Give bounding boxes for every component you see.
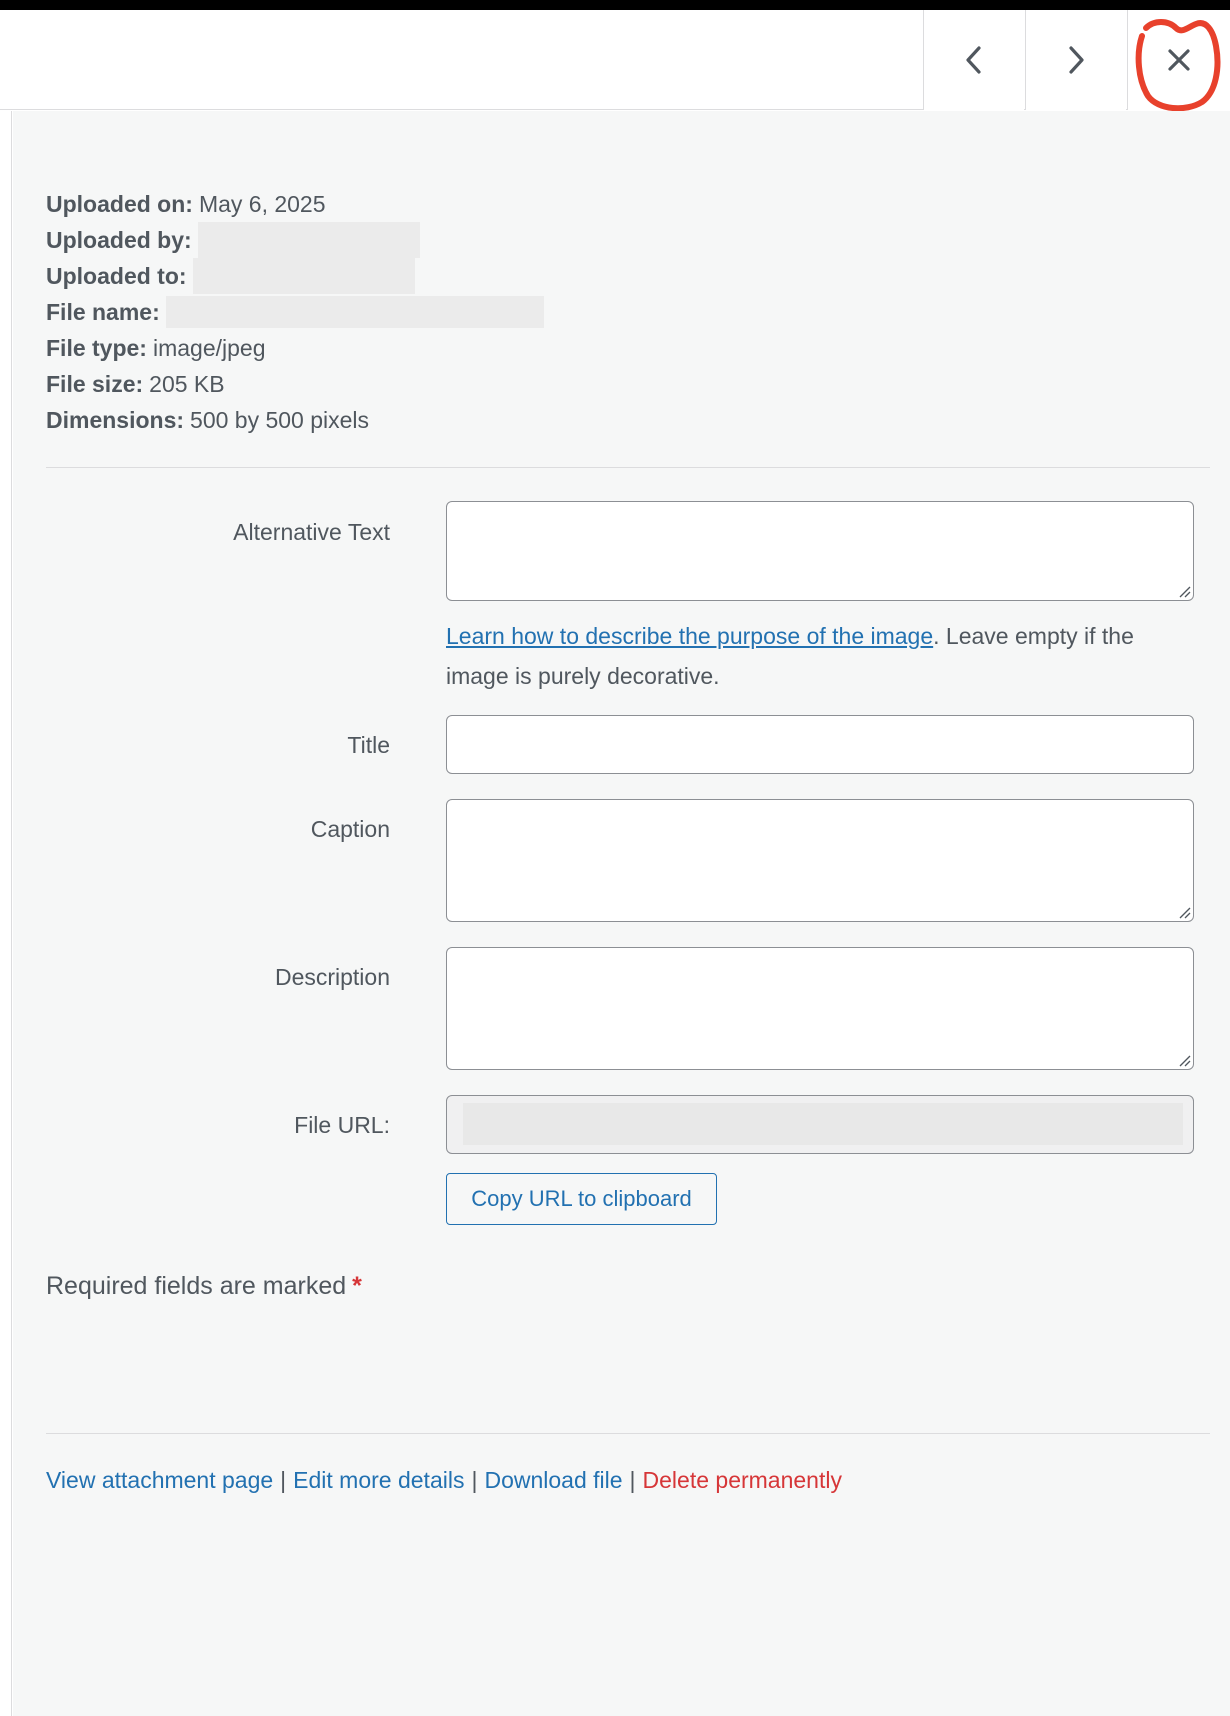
title-label: Title: [347, 732, 390, 758]
alt-text-textarea[interactable]: [446, 501, 1194, 601]
close-modal-button[interactable]: [1127, 10, 1230, 110]
alt-text-help-link[interactable]: Learn how to describe the purpose of the image: [446, 623, 934, 649]
window-top-strip: [0, 0, 1230, 10]
close-icon: [1167, 48, 1191, 72]
file-name-label: File name:: [46, 299, 160, 325]
copy-url-button[interactable]: Copy URL to clipboard: [446, 1173, 717, 1225]
required-fields-text: Required fields are marked: [46, 1272, 347, 1300]
uploaded-on-label: Uploaded on:: [46, 191, 193, 217]
redacted-uploaded-by: [198, 222, 420, 258]
separator: |: [471, 1467, 478, 1493]
uploaded-on-row: [46, 186, 544, 222]
file-size-label: File size:: [46, 371, 144, 397]
file-type-label: File type:: [46, 335, 147, 361]
file-url-field[interactable]: [446, 1095, 1194, 1154]
file-size-row: [46, 366, 544, 402]
redacted-uploaded-to[interactable]: [193, 258, 415, 294]
dimensions-label: Dimensions:: [46, 407, 185, 433]
dimensions-value: 500 by 500 pixels: [190, 407, 370, 433]
description-label: Description: [274, 964, 390, 990]
separator: |: [629, 1467, 636, 1493]
previous-attachment-button[interactable]: [923, 10, 1024, 110]
alt-text-help-text: . Leave empty if the image is purely decorative.: [446, 623, 1134, 689]
resize-grip-icon[interactable]: [1179, 586, 1191, 598]
modal-header: [0, 10, 1230, 110]
file-type-row: [46, 330, 544, 366]
file-details: [46, 186, 544, 438]
uploaded-to-row: [46, 258, 544, 294]
alt-text-label: Alternative Text: [233, 519, 390, 545]
edit-more-details-link[interactable]: Edit more details: [293, 1467, 465, 1493]
title-input[interactable]: [446, 715, 1194, 774]
required-star: *: [352, 1272, 362, 1300]
attachment-actions: [46, 1467, 842, 1494]
caption-label: Caption: [310, 816, 390, 842]
divider: [46, 1433, 1210, 1434]
media-preview-edge: [0, 111, 12, 1716]
attachment-details-panel: [13, 111, 1230, 1716]
uploaded-by-row: [46, 222, 544, 258]
download-file-link[interactable]: Download file: [484, 1467, 623, 1493]
chevron-right-icon: [1065, 45, 1087, 75]
delete-permanently-link[interactable]: Delete permanently: [642, 1467, 842, 1493]
redacted-file-url: [463, 1103, 1183, 1145]
separator: |: [280, 1467, 287, 1493]
next-attachment-button[interactable]: [1025, 10, 1126, 110]
uploaded-by-label: Uploaded by:: [46, 227, 192, 253]
divider: [46, 467, 1210, 468]
uploaded-on-value: May 6, 2025: [198, 191, 326, 217]
required-fields-note: [46, 1272, 362, 1301]
file-size-value: 205 KB: [149, 371, 225, 397]
view-attachment-page-link[interactable]: View attachment page: [46, 1467, 274, 1493]
file-type-value: image/jpeg: [152, 335, 266, 361]
description-textarea[interactable]: [446, 947, 1194, 1070]
uploaded-to-label: Uploaded to:: [46, 263, 187, 289]
caption-textarea[interactable]: [446, 799, 1194, 922]
chevron-left-icon: [963, 45, 985, 75]
dimensions-row: [46, 402, 544, 438]
file-url-label: File URL:: [294, 1112, 390, 1138]
resize-grip-icon[interactable]: [1179, 1055, 1191, 1067]
resize-grip-icon[interactable]: [1179, 907, 1191, 919]
file-name-row: [46, 294, 544, 330]
redacted-file-name: [166, 296, 544, 328]
alt-text-help: [446, 616, 1194, 696]
